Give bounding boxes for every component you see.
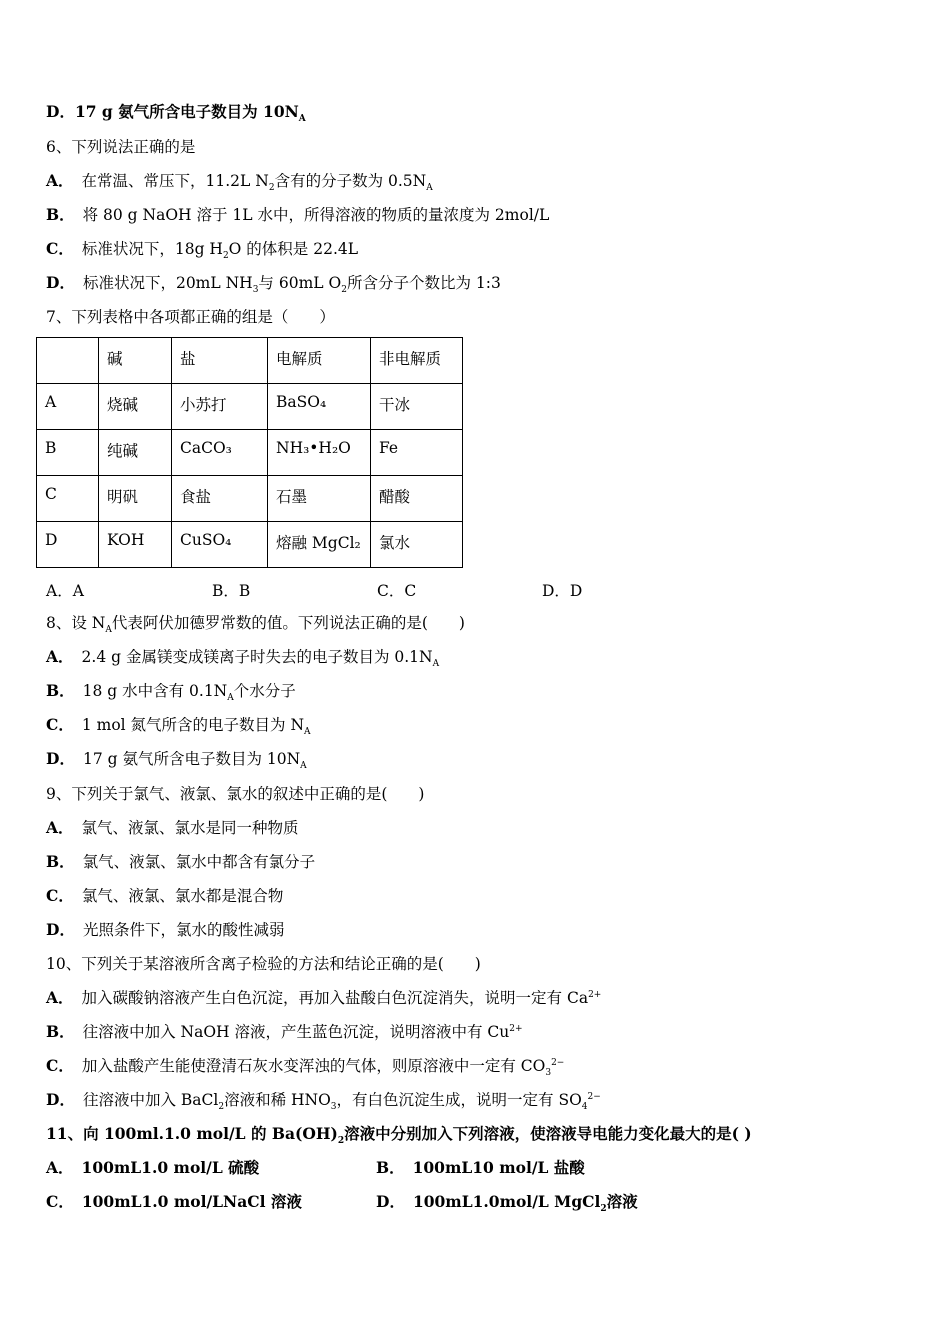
table-cell: Fe [371,430,463,476]
q6-stem: 6、下列说法正确的是 [46,138,196,156]
table-cell: 非电解质 [371,338,463,384]
table-cell: 盐 [172,338,268,384]
table-cell: 石墨 [268,476,371,522]
table-cell: 小苏打 [172,384,268,430]
table-cell: CaCO₃ [172,430,268,476]
q6-option-c: C． 标准状况下，18g $H_2O$ 的体积是 22.4L [46,239,359,262]
q9-option-d: D． 光照条件下，氯水的酸性减弱 [46,920,285,939]
q6-option-b: B． 将 80 g NaOH 溶于 1L 水中，所得溶液的物质的量浓度为 2mol/L [46,205,550,224]
q7-table [36,337,463,568]
table-row [37,430,463,476]
table-cell: 醋酸 [371,476,463,522]
q7-option-d: D．D [542,582,583,600]
q11-options-row-1 [46,1158,906,1178]
q11-option-c: C． 100mL1.0 mol/LNaCl 溶液 [46,1192,302,1211]
table-header-row [37,338,463,384]
table-row [37,476,463,522]
q9-option-c: C． 氯气、液氯、氯水都是混合物 [46,886,284,905]
table-cell [37,338,99,384]
table-cell: 纯碱 [99,430,172,476]
q9-option-b: B． 氯气、液氯、氯水中都含有氯分子 [46,852,316,871]
q8-option-d: D． 17 g 氨气所含电子数目为 $10N_A$ [46,749,307,772]
q9-option-a: A． 氯气、液氯、氯水是同一种物质 [46,818,299,837]
q11-stem: 11、向 100ml.1.0 mol/L 的 $Ba(OH)_2$溶液中分别加入下列溶液，使溶液导电能力变化最大的是( ) [46,1124,752,1147]
q6-option-d: D． 标准状况下，20mL $NH_3$与 60mL $O_2$所含分子个数比为 1:3 [46,273,501,296]
q7-option-c: C．C [377,582,417,600]
q11-option-a: A． 100mL1.0 mol/L 硫酸 [46,1158,260,1177]
table-cell: 氯水 [371,522,463,568]
table-row [37,384,463,430]
q5-option-d: D．17 g 氨气所含电子数目为 $10N_A$ [46,102,306,125]
table-cell: D [37,522,99,568]
q10-stem: 10、下列关于某溶液所含离子检验的方法和结论正确的是( ) [46,955,481,973]
q6-option-a: A． 在常温、常压下，11.2L $N_2$含有的分子数为 $0.5N_A$ [46,171,433,194]
table-cell: A [37,384,99,430]
q8-option-b: B． 18 g 水中含有 $0.1N_A$个水分子 [46,681,296,704]
table-cell: BaSO₄ [268,384,371,430]
q11-option-b: B． 100mL10 mol/L 盐酸 [376,1158,585,1177]
table-cell: 电解质 [268,338,371,384]
table-cell: 碱 [99,338,172,384]
table-cell: B [37,430,99,476]
q11-option-d: D． 100mL1.0mol/L MgCl$_2$溶液 [376,1192,638,1215]
q9-stem: 9、下列关于氯气、液氯、氯水的叙述中正确的是( ) [46,785,425,803]
table-cell: KOH [99,522,172,568]
q7-option-b: B．B [212,582,251,600]
table-row [37,522,463,568]
table-cell: 干冰 [371,384,463,430]
q7-stem: 7、下列表格中各项都正确的组是（ ） [46,308,335,326]
table-cell: 熔融 MgCl₂ [268,522,371,568]
q10-option-c: C． 加入盐酸产生能使澄清石灰水变浑浊的气体，则原溶液中一定有 $CO_3^{2-}$ [46,1056,565,1079]
table-cell: 明矾 [99,476,172,522]
q10-option-d: D． 往溶液中加入 BaCl$_2$溶液和稀 $HNO_3$，有白色沉淀生成，说明一定有 $SO_4^{2-}$ [46,1090,601,1113]
q10-option-b: B． 往溶液中加入 NaOH 溶液，产生蓝色沉淀，说明溶液中有 $Cu^{2+}$ [46,1022,523,1041]
table-cell: NH₃•H₂O [268,430,371,476]
q10-option-a: A． 加入碳酸钠溶液产生白色沉淀，再加入盐酸白色沉淀消失，说明一定有 $Ca^{2+}$ [46,988,602,1007]
q11-options-row-2 [46,1192,906,1215]
table-cell: CuSO₄ [172,522,268,568]
table-cell: 烧碱 [99,384,172,430]
table-cell: 食盐 [172,476,268,522]
q8-option-c: C． 1 mol 氮气所含的电子数目为 $N_A$ [46,715,311,738]
q7-option-a: A．A [46,582,84,600]
option-label: D． [46,102,75,121]
table-cell: C [37,476,99,522]
q8-stem: 8、设 $N_A$代表阿伏加德罗常数的值。下列说法正确的是( ) [46,614,465,636]
q8-option-a: A． 2.4 g 金属镁变成镁离子时失去的电子数目为 $0.1N_A$ [46,647,440,670]
